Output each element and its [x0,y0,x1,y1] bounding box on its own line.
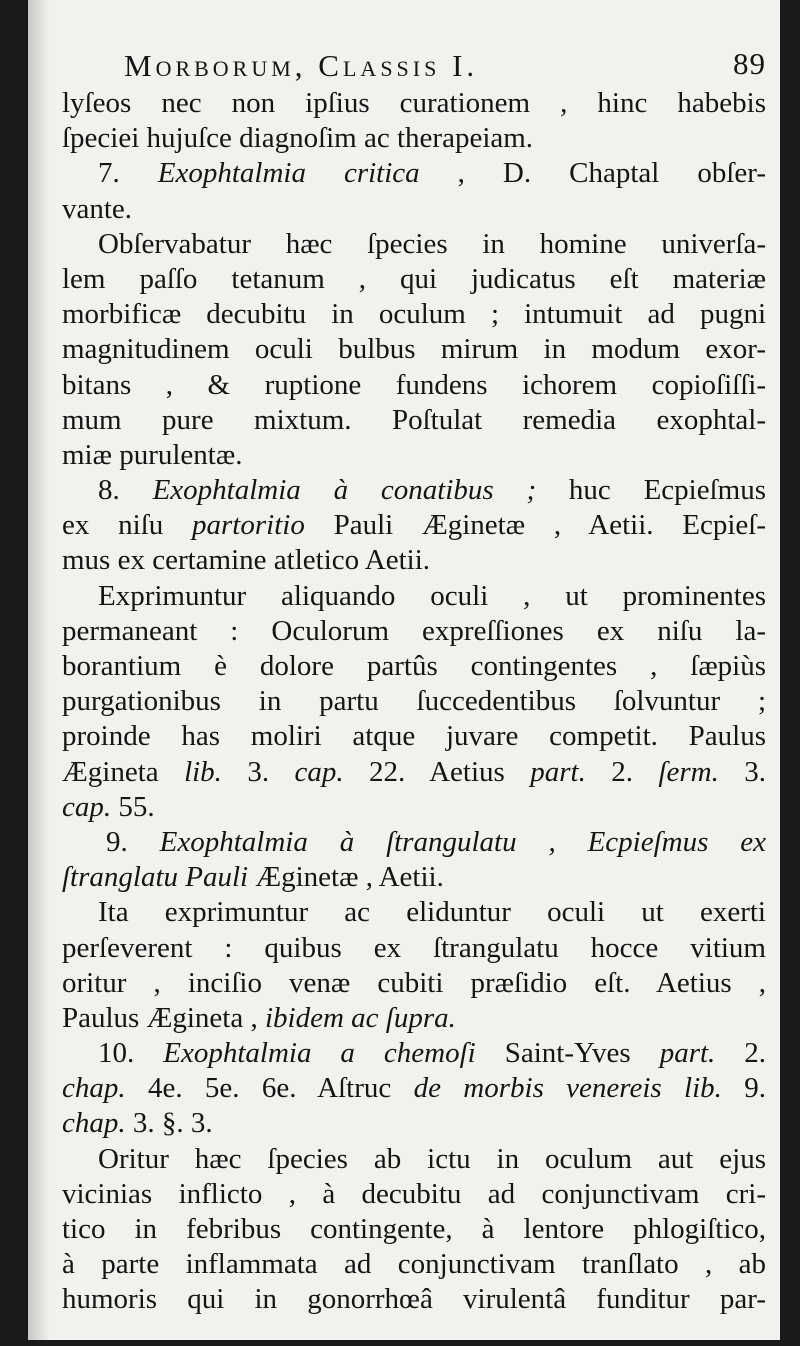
text-run: mus ex certamine atletico Aetii. [62,544,431,577]
text-run: borantium è dolore partûs contingentes , ſæpiùs [62,650,766,682]
text-line [62,860,766,895]
text-line [62,1247,766,1282]
text-run: bitans , & ruptione fundens ichorem copioſiſſi- [62,368,766,401]
text-run: Saint-Yves [475,1037,660,1070]
italic-text: Exophtalmia a chemoſi [163,1037,476,1070]
italic-text: Exophtalmia critica [157,157,420,190]
text-line [62,966,766,1001]
text-line [62,227,766,262]
italic-text: chap. [62,1072,126,1105]
text-line [62,825,766,860]
running-title: Morborum, Classis I. [124,48,479,83]
text-run: 3. [718,755,767,788]
text-line [62,121,766,156]
text-run: humoris qui in gonorrhœâ virulentâ funditur par- [62,1283,766,1316]
text-line [62,368,766,403]
text-line [62,1212,766,1247]
text-line [62,1142,766,1177]
italic-text: part. [659,1037,716,1070]
text-run: 4e. 5e. 6e. Aſtruc [125,1072,414,1105]
text-run: Ita exprimuntur ac eliduntur oculi ut exerti [98,896,766,929]
text-run: vicinias inflicto , à decubitu ad conjunctivam cri- [62,1177,766,1210]
text-run: huc Ecpieſmus [536,474,766,507]
text-line [62,156,766,191]
text-line [62,1177,766,1212]
text-line [62,931,766,966]
italic-text: ibidem ac ſupra. [265,1001,456,1034]
text-line [62,473,766,508]
text-line [62,332,766,367]
text-run: 2. [585,755,659,788]
text-line [62,1071,766,1106]
text-run: permaneant : Oculorum expreſſiones ex niſu la- [62,614,766,647]
text-run: vante. [62,192,133,225]
text-line [62,508,766,543]
text-run: Paulus Ægineta , [62,1001,265,1034]
text-run: oritur , inciſio venæ cubiti præſidio eſt. Aetius , [62,966,766,999]
text-run: mum pure mixtum. Poſtulat remedia exophtal- [62,403,766,436]
italic-text: lib. [184,755,222,788]
text-line [62,262,766,297]
text-line [62,649,766,684]
text-run: Æginetæ , Aetii. [248,861,444,894]
text-line [62,614,766,649]
text-run: ſpeciei hujuſce diagnoſim ac therapeiam. [62,122,534,155]
italic-text: ſerm. [658,755,719,788]
text-run: proinde has moliri atque juvare competit. Paulus [62,720,766,753]
text-run: 55. [111,790,155,823]
text-run: à parte inflammata ad conjunctivam tranſlato , ab [62,1248,766,1281]
italic-text: ſtranglatu Pauli [62,861,249,894]
text-run: Obſervabatur hæc ſpecies in homine univerſa- [98,227,766,260]
italic-text: part. [530,755,586,788]
text-run: 3. [221,755,295,788]
text-run: lyſeos nec non ipſius curationem , hinc habebis [62,87,766,119]
italic-text: Exophtalmia à conatibus ; [152,474,537,507]
text-run: , D. Chaptal obſer- [419,157,766,190]
text-run: morbificæ decubitu in oculum ; intumuit ad pugni [62,298,766,331]
text-line [62,579,766,614]
italic-text: Exophtalmia à ſtrangulatu , Ecpieſmus ex [159,825,766,858]
text-run: 3. §. 3. [125,1107,213,1140]
text-run: Ægineta [62,755,185,788]
text-line [62,192,766,227]
text-run: Pauli Æginetæ , Aetii. Ecpieſ- [304,509,766,542]
text-run: perſeverent : quibus ex ſtrangulatu hocce vitium [62,931,766,964]
italic-text: chap. [62,1107,126,1140]
text-run: 22. Aetius [343,755,531,788]
text-run: 8. [98,474,153,507]
text-run: 9. [721,1072,766,1105]
text-line [62,719,766,754]
running-header [62,44,766,86]
text-line [62,403,766,438]
body-text [62,86,766,1318]
text-run: 2. [715,1037,767,1070]
text-run: ex niſu [62,509,193,542]
text-line [62,1106,766,1141]
text-run: miæ purulentæ. [62,438,243,471]
text-line [62,755,766,790]
book-page [28,0,780,1340]
text-line [62,1036,766,1071]
text-run: 9. [106,825,160,858]
text-run: purgationibus in partu ſuccedentibus ſolvuntur ; [62,685,766,718]
text-line [62,297,766,332]
text-run: Exprimuntur aliquando oculi , ut prominentes [98,579,766,612]
text-line [62,684,766,719]
text-line [62,543,766,578]
page-number: 89 [733,46,766,81]
text-run: lem paſſo tetanum , qui judicatus eſt materiæ [62,262,766,295]
text-line [62,1001,766,1036]
text-line [62,86,766,121]
text-run: tico in febribus contingente, à lentore phlogiſtico, [62,1213,766,1245]
italic-text: cap. [62,790,112,823]
italic-text: cap. [294,755,344,788]
italic-text: de morbis venereis lib. [413,1072,722,1105]
text-run: 7. [98,157,158,190]
text-line [62,1282,766,1317]
text-run: magnitudinem oculi bulbus mirum in modum exor- [62,333,766,366]
text-run: 10. [98,1037,164,1070]
page-text [62,44,766,1318]
text-line [62,895,766,930]
text-line [62,438,766,473]
text-run: Oritur hæc ſpecies ab ictu in oculum aut ejus [98,1142,766,1175]
italic-text: partoritio [192,509,305,542]
text-line [62,790,766,825]
